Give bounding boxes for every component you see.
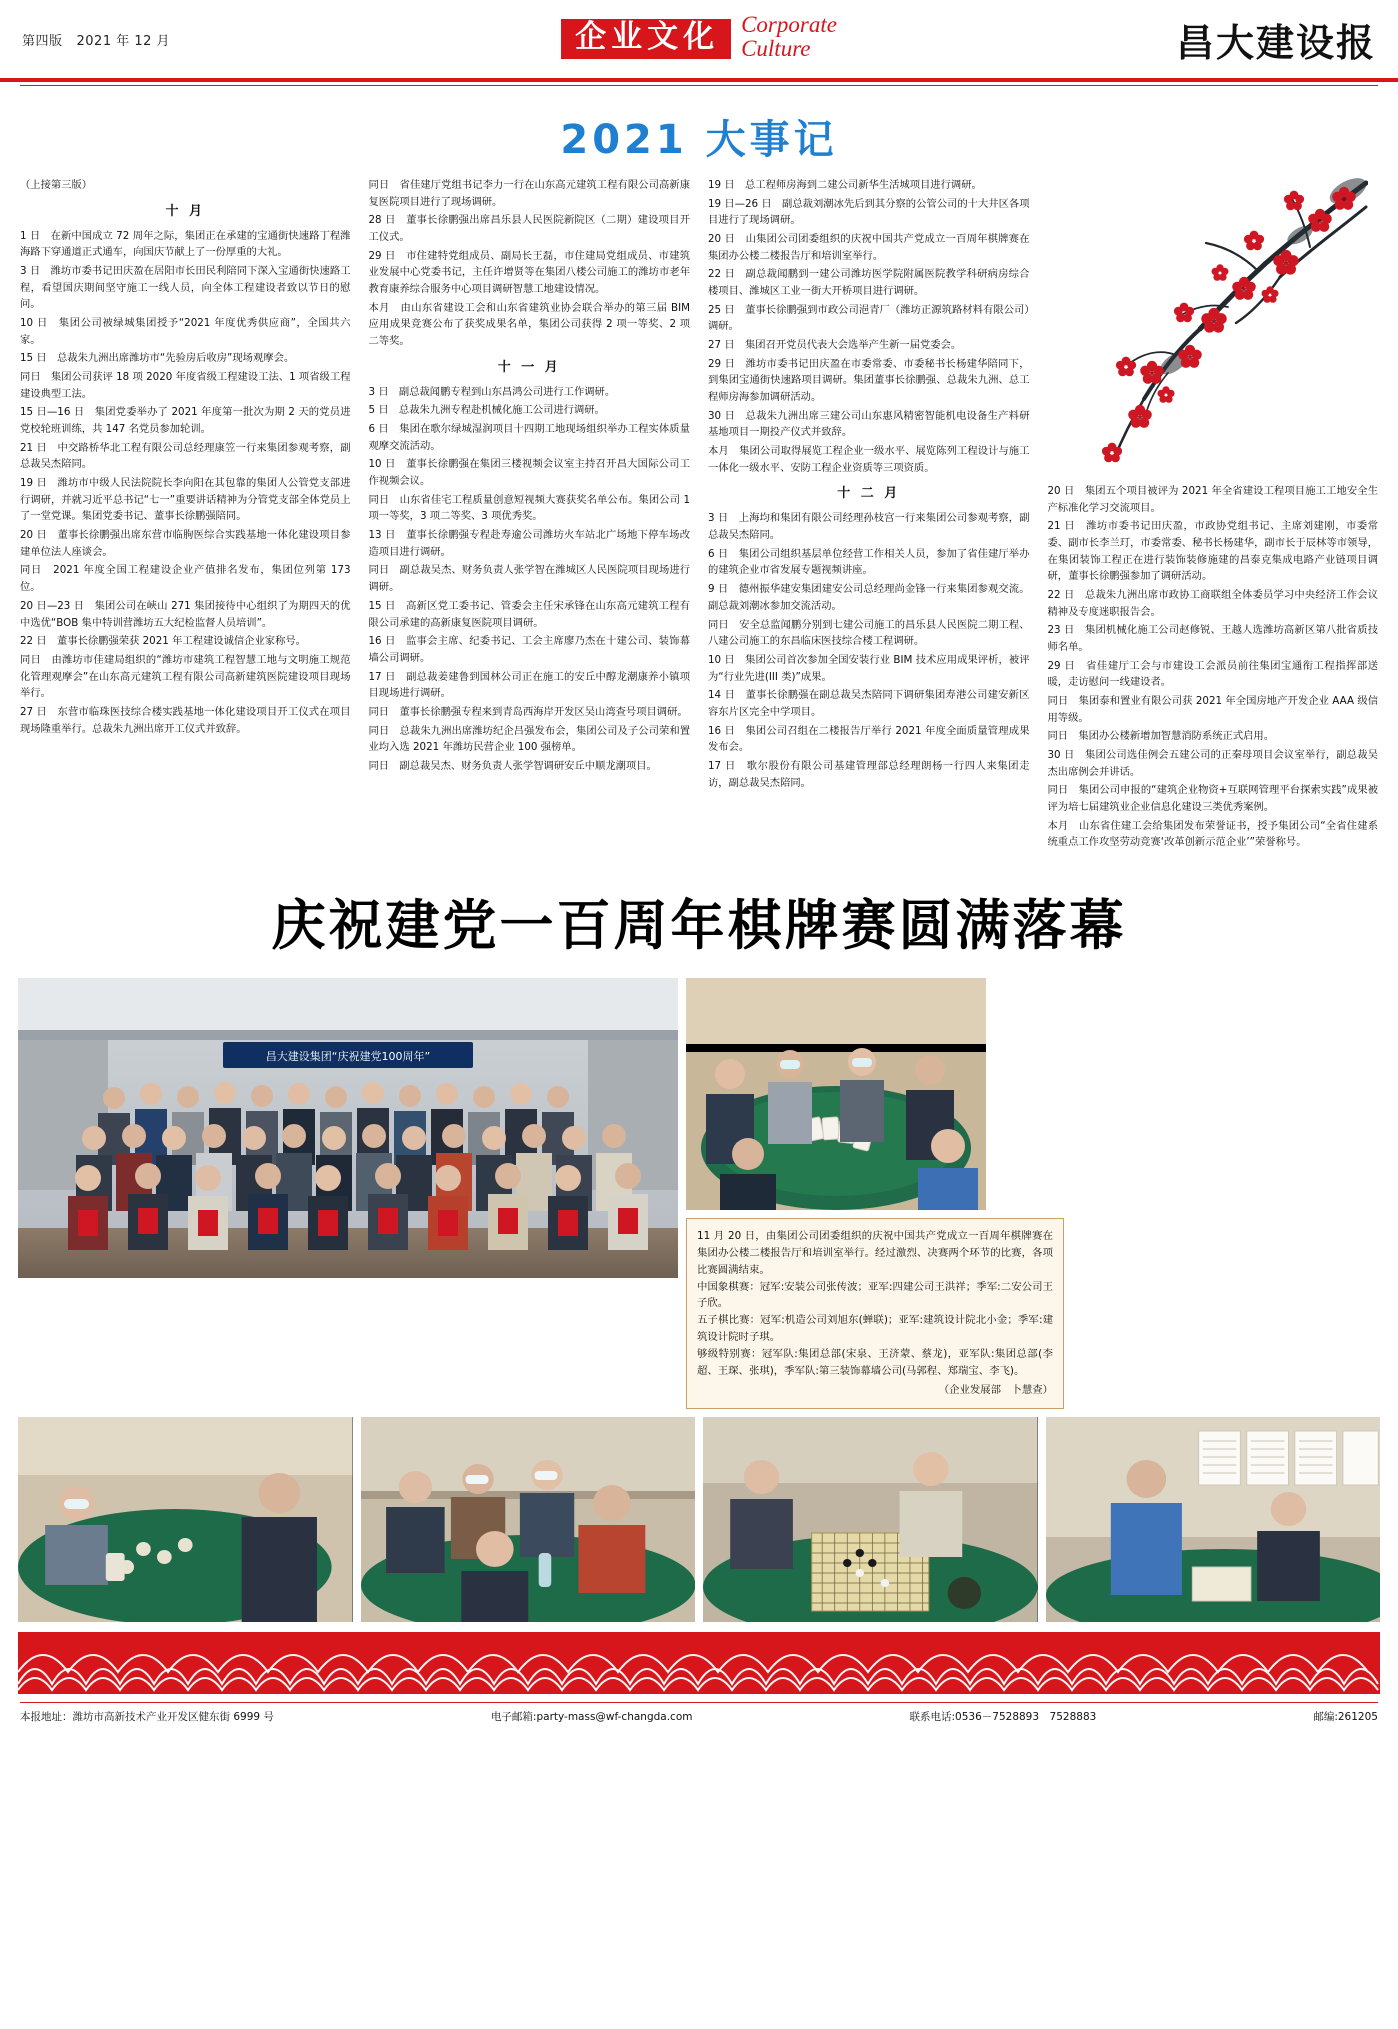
photo-caption xyxy=(686,1218,1064,1408)
decorative-wave-band xyxy=(18,1632,1380,1694)
paragraph: 同日 集团公司申报的“建筑企业物资+互联网管理平台探索实践”成果被评为培七届建筑业企业信息化建设三类优秀案例。 xyxy=(1047,784,1378,814)
paragraph: 20 日 山集团公司团委组织的庆祝中国共产党成立一百周年棋牌赛在集团办公楼二楼报告厅和培训室举行。 xyxy=(708,233,1030,262)
caption-body: 11 月 20 日，由集团公司团委组织的庆祝中国共产党成立一百周年棋牌赛在集团办公楼二楼报告厅和培训室举行。经过激烈、决赛两个环节的比赛，各项比赛圆满结束。 xyxy=(697,1230,1053,1276)
masthead-rule xyxy=(0,78,1398,82)
paragraph: 22 日 董事长徐鹏强荣获 2021 年工程建设诚信企业家称号。 xyxy=(20,635,306,648)
month-heading-november: 十 一 月 xyxy=(497,359,561,375)
paper-name: 昌大建设报 xyxy=(1175,22,1376,65)
paragraph: 16 日 监事会主席、纪委书记、工会主席廖乃杰在十建公司、装饰幕墙公司调研。 xyxy=(368,635,690,664)
paragraph: 同日 省佳建厅党组书记李力一行在山东高元建筑工程有限公司高新康复医院项目进行了现场调研。 xyxy=(368,179,690,208)
paragraph: 1 日 在新中国成立 72 周年之际，集团正在承建的宝通街快速路丁程潍海路下穿通道正式通车，向国庆节献上了一份厚重的大礼。 xyxy=(20,229,351,259)
paragraph: 19 日 总工程师房海到二建公司新华生活城项目进行调研。 xyxy=(708,179,982,191)
section-title-en-line2: Culture xyxy=(741,36,811,61)
paragraph: 17 日 副总裁姜建鲁到国林公司正在施工的安丘中醇龙潮康养小镇项目现场进行调研。 xyxy=(368,670,690,700)
photo-right-column xyxy=(686,978,1064,1408)
column-4 xyxy=(1039,177,1379,853)
photo-card-game xyxy=(686,978,986,1210)
edition-label: 第四版 xyxy=(22,33,63,49)
section-title-en xyxy=(741,13,837,65)
paragraph: 同日 集团公司获评 18 项 2020 年度省级工程建设工法、1 项省级工程建设典型工法。 xyxy=(20,371,351,400)
page-footer xyxy=(20,1702,1378,1734)
paragraph: 10 日 集团公司首次参加全国安装行业 BIM 技术应用成果评析，被评为“行业先进(III 类)”成果。 xyxy=(708,653,1030,683)
column-3 xyxy=(699,177,1039,793)
paragraph: 29 日 省佳建厅工会与市建设工会派员前往集团宝通衔工程指挥部送暖，走访慰问一线建设者。 xyxy=(1047,659,1378,689)
paragraph: 同日 总裁朱九洲出席潍坊纪企吕强发布会，集团公司及子公司荣和置业均入选 2021 年潍坊民营企业 100 强榜单。 xyxy=(368,724,690,754)
paragraph: 3 日 上海均和集团有限公司经理孙枝宫一行来集团公司参观考察，副总裁吴杰陪同。 xyxy=(708,512,1030,542)
paragraph: 19 日 潍坊市中级人民法院院长李向阳在其包靠的集团人公管党支部进行调研，并就习近平总书记“七一”重要讲话精神为分管党支部全体党员上了一堂党课。集团党委书记、董事长徐鹏强陪同。 xyxy=(20,477,351,523)
paragraph: 22 日 副总裁闻鹏到一建公司潍坊医学院附属医院教学科研病房综合楼项目、潍城区工业一街大开桥项目进行调研。 xyxy=(708,268,1030,298)
secondary-headline: 庆祝建党一百周年棋牌赛圆满落幕 xyxy=(271,894,1127,958)
paragraph: 22 日 总裁朱九洲出席市政协工商联组全体委员学习中央经济工作会议精神及专度迷职报告会。 xyxy=(1047,589,1378,618)
masthead-section-title xyxy=(252,13,1146,65)
paragraph: 5 日 总裁朱九洲专程赴机械化施工公司进行调研。 xyxy=(368,404,605,417)
footer-address: 本报地址：潍坊市高新技术产业开发区健东街 6999 号 xyxy=(20,1710,274,1723)
paragraph: 同日 副总裁吴杰、财务负责人张学智在潍城区人民医院项目现场进行调研。 xyxy=(368,564,690,594)
footer-email: 电子邮箱:party-mass@wf-changda.com xyxy=(490,1710,693,1723)
paragraph: 本月 山东省住建工会给集团发布荣誉证书，授予集团公司“全省住建系统重点工作攻坚劳动竞赛‘改革创新示范企业’”荣誉称号。 xyxy=(1047,819,1378,849)
paragraph: 29 日 潍坊市委书记田庆盈在市委常委、市委秘书长杨建华陪同下，到集团宝通街快速路项目调研。集团董事长徐鹏强、总裁朱九洲、总工程师房海参加调研活动。 xyxy=(708,357,1030,404)
paragraph: 16 日 集团公司召组在二楼报告厅举行 2021 年度全面质量管理成果发布会。 xyxy=(708,724,1030,754)
footer-postcode: 邮编:261205 xyxy=(1313,1710,1378,1723)
svg-text:昌大建设集团“庆祝建党100周年”: 昌大建设集团“庆祝建党100周年” xyxy=(265,1050,431,1064)
paragraph: 9 日 德州振华建安集团建安公司总经理尚金锋一行来集团参观交流。副总裁刘潮冰参加交流活动。 xyxy=(708,583,1030,612)
column-2 xyxy=(360,177,700,777)
paragraph: 15 日—16 日 集团党委举办了 2021 年度第一批次为期 2 天的党员进党校轮班训练，共 147 名党员参加轮训。 xyxy=(20,406,351,436)
masthead xyxy=(0,0,1398,78)
photo-meeting-room-chess xyxy=(361,1417,696,1622)
paragraph: 30 日 总裁朱九洲出席三建公司山东惠风精密智能机电设备生产料研基地项目一期投产仪式并致辞。 xyxy=(708,409,1030,439)
plum-blossom-illustration xyxy=(1048,177,1379,477)
paragraph: 本月 集团公司取得展览工程企业一级水平、展览陈列工程设计与施工一体化一级水平、安防工程企业资质等三项资质。 xyxy=(708,445,1030,474)
paragraph: 同日 2021 年度全国工程建设企业产值排名发布，集团位列第 173 位。 xyxy=(20,564,351,594)
paragraph: 27 日 集团召开党员代表大会选举产生新一届党委会。 xyxy=(708,339,962,352)
paragraph: 15 日 高新区党工委书记、管委会主任宋承锋在山东高元建筑工程有限公司承建的高新康复医院项目调研。 xyxy=(368,599,690,629)
paragraph: 6 日 集团在歌尔绿城湿润项目十四期工地现场组织举办工程实体质量观摩交流活动。 xyxy=(368,423,690,452)
month-heading-december: 十 二 月 xyxy=(837,486,901,502)
paragraph: 同日 由潍坊市佳建局组织的“潍坊市建筑工程智慧工地与文明施工规范化管理观摩会”在山东高元建筑工程有限公司高新建筑医院建设项目现场举行。 xyxy=(20,653,351,700)
paragraph: 20 日 集团五个项目被评为 2021 年全省建设工程项目施工工地安全生产标准化学习交流项目。 xyxy=(1047,485,1378,514)
paragraph: 本月 由山东省建设工会和山东省建筑业协会联合举办的第三届 BIM 应用成果竞赛公布了获奖成果名单，集团公司获得 2 项一等奖、2 项二等奖。 xyxy=(368,301,690,348)
paragraph: 10 日 董事长徐鹏强在集团三楼视频会议室主持召开昌大国际公司工作视频会议。 xyxy=(368,458,690,488)
section-title-cn: 企业文化 xyxy=(561,19,731,59)
paragraph: 同日 董事长徐鹏强专程来到青岛西海岸开发区吴山湾查号项目调研。 xyxy=(368,705,688,718)
paragraph: 15 日 总裁朱九洲出席潍坊市“先验房后收房”现场观摩会。 xyxy=(20,352,295,365)
paragraph: 21 日 潍坊市委书记田庆盈，市政协党组书记、主席刘建刚，市委常委、副市长李兰玎，市委常委、秘书长杨建华，副市长于辰林等市领导，在集团装饰工程正在进行装饰装修施建的昌泰克集成电路产业链项目调研，董事长徐鹏强参加了调研活动。 xyxy=(1047,520,1378,583)
photo-scoreboard-area xyxy=(1046,1417,1381,1622)
photo-group-portrait xyxy=(18,978,678,1278)
paragraph: 10 日 集团公司被绿城集团授予“2021 年度优秀供应商”，全国共六家。 xyxy=(20,317,351,346)
page-title: 2021 大事记 xyxy=(560,117,838,163)
caption-line-cards: 够级特别赛：冠军队:集团总部(宋泉、王济蒙、蔡龙)，亚军队:集团总部(李超、王琛、张琪)，季军队:第三装饰幕墙公司(马郭程、郑瑞宝、李飞)。 xyxy=(697,1348,1053,1377)
caption-signature: （企业发展部 卜慧查） xyxy=(938,1383,1053,1396)
caption-line-gomoku: 五子棋比赛：冠军:机造公司刘旭东(蝉联)；亚军:建筑设计院北小金；季军:建筑设计院时子琪。 xyxy=(697,1314,1053,1344)
article-columns xyxy=(0,169,1398,853)
paragraph: 3 日 副总裁闻鹏专程到山东昌鸿公司进行工作调研。 xyxy=(368,385,616,398)
paragraph: 同日 安全总监闻鹏分别到七建公司施工的昌乐县人民医院二期工程、八建公司施工的东昌临床医技综合楼工程调研。 xyxy=(708,618,1030,648)
paragraph: 25 日 董事长徐鹏强到市政公司浥青厂（潍坊正源筑路材料有限公司）调研。 xyxy=(708,303,1030,333)
photo-row-2 xyxy=(18,1417,1380,1622)
paragraph: 21 日 中交路桥华北工程有限公司总经理康笠一行来集团参观考察，副总裁吴杰陪同。 xyxy=(20,441,351,471)
paragraph: 同日 山东省佳宅工程质量创意短视频大赛获奖名单公布。集团公司 1 项一等奖，3 项二等奖、3 项优秀奖。 xyxy=(368,493,690,523)
paragraph: 17 日 歌尔股份有限公司基建管理部总经理朗杨一行四人来集团走访，副总裁吴杰陪同。 xyxy=(708,759,1030,789)
paragraph: 28 日 董事长徐鹏强出席昌乐县人民医院新院区（二期）建设项目开工仪式。 xyxy=(368,214,690,244)
paragraph: 30 日 集团公司选佳例会五建公司的正秦母项目会议室举行，副总裁吴杰出席例会并讲话。 xyxy=(1047,749,1378,778)
photo-xiangqi-match xyxy=(18,1417,353,1622)
paragraph: 13 日 董事长徐鹏强专程赴寿逾公司潍坊火车站北广场地下停车场改造项目进行调研。 xyxy=(368,529,690,558)
section-title-en-line1: Corporate xyxy=(741,11,837,37)
paragraph: 27 日 东营市临珠医技综合楼实践基地一体化建设项目开工仪式在项目现场隆重举行。总裁朱九洲出席开工仪式并致辞。 xyxy=(20,705,351,735)
column-1 xyxy=(20,177,360,739)
paragraph: 29 日 市住建特党组成员、副局长王磊，市住建局党组成员、市建筑业发展中心党委书记，主任许增贤等在集团八楼公司施工的潍坊市老年教育康养综合服务中心项目调研智慧工地建设情况。 xyxy=(368,249,690,296)
caption-line-chess: 中国象棋赛：冠军:安装公司张传波；亚军:四建公司王洪祥；季军:二安公司王子欣。 xyxy=(697,1280,1053,1310)
paragraph: 23 日 集团机械化施工公司赵修锐、王越人选潍坊高新区第八批省质技师名单。 xyxy=(1047,624,1378,654)
continued-note: （上接第三版） xyxy=(20,179,93,191)
masthead-rule-thin xyxy=(20,85,1378,86)
photo-gallery xyxy=(0,968,1398,1621)
footer-phone: 联系电话:0536－7528893 7528883 xyxy=(909,1710,1097,1723)
paragraph: 20 日—23 日 集团公司在峽山 271 集团接待中心组织了为期四天的优中选优“BOB 集中特训营潍坊五大纪检监督人员培训”。 xyxy=(20,599,351,629)
photo-row-1 xyxy=(18,978,1380,1408)
paragraph: 20 日 董事长徐鹏强出席东营市临朐医综合实践基地一体化建设项目参建单位法人座谈会。 xyxy=(20,529,351,558)
masthead-edition-date xyxy=(22,30,252,49)
paragraph: 同日 集团泰和置业有限公司获 2021 年全国房地产开发企业 AAA 级信用等级。 xyxy=(1047,695,1378,724)
month-heading-october: 十 月 xyxy=(165,203,206,219)
paragraph: 14 日 董事长徐鹏强在副总裁吴杰陪同下调研集团寿港公司建安新区容东片区完全中学项目。 xyxy=(708,689,1030,718)
paragraph: 同日 集团办公楼新增加智慧消防系统正式启用。 xyxy=(1047,730,1275,743)
paragraph: 6 日 集团公司组织基层单位经营工作相关人员，参加了省佳建厅举办的建筑企业市省发展专题视频讲座。 xyxy=(708,547,1030,577)
paragraph: 同日 副总裁吴杰、财务负责人张学智调研安丘中顺龙潮项目。 xyxy=(368,759,657,772)
paragraph: 3 日 潍坊市委书记田庆盈在居阳市长田民利陪同下深入宝通街快速路工程，看望国庆期间坚守施工一线人员，向全体工程建设者致以节日的慰问。 xyxy=(20,265,351,311)
date-label: 2021 年 12 月 xyxy=(76,33,171,49)
paragraph: 19 日—26 日 副总裁刘潮冰先后到其分察的公管公司的十大井区各项目进行了现场调研。 xyxy=(708,197,1030,227)
photo-gomoku-board xyxy=(703,1417,1038,1622)
